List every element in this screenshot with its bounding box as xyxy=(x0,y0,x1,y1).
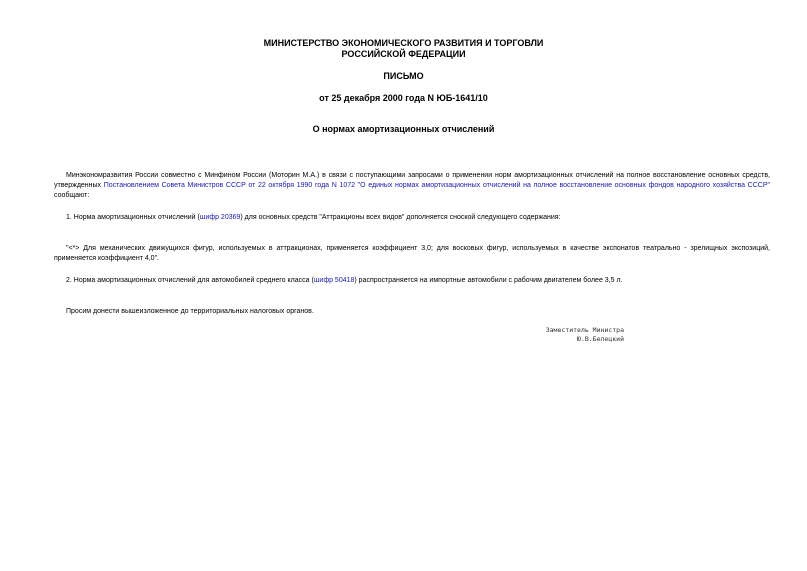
resolution-link[interactable]: Постановлением Совета Министров СССР от 22 октября 1990 года N 1072 "О единых нормах амортизационных отчислений на полное восстановление основных фондов народного хозяйства СССР" xyxy=(103,182,771,189)
paragraph-item-1 xyxy=(54,213,770,223)
signature-name: Ю.В.Белецкий xyxy=(577,335,624,343)
code-50418-link[interactable]: шифр 50418 xyxy=(313,277,355,284)
org-name-line1: МИНИСТЕРСТВО ЭКОНОМИЧЕСКОГО РАЗВИТИЯ И ТОРГОВЛИ xyxy=(263,38,544,48)
paragraph-footnote: "<*> Для механических движущихся фигур, используемых в аттракционах, применяется коэффициент 3,0; для восковых фигур, используемых в качестве экспонатов театрально - зрелищных экспозиций, применяется коэффициент 4,0". xyxy=(54,245,770,262)
code-20369-link[interactable]: шифр 20369 xyxy=(199,214,241,221)
doc-subject: О нормах амортизационных отчислений xyxy=(312,124,495,134)
paragraph-item-1-text-a: 1. Норма амортизационных отчислений ( xyxy=(66,214,200,221)
org-name-line2: РОССИЙСКОЙ ФЕДЕРАЦИИ xyxy=(341,49,466,59)
doc-type: ПИСЬМО xyxy=(383,71,424,81)
paragraph-intro xyxy=(54,171,770,201)
paragraph-item-2-text-b: ) распространяется на импортные автомобили с рабочим двигателем более 3,5 л. xyxy=(354,277,623,284)
paragraph-item-1-text-b: ) для основных средств "Аттракционы всех видов" дополняется сноской следующего содержания: xyxy=(240,214,561,221)
paragraph-request: Просим донести вышеизложенное до территориальных налоговых органов. xyxy=(66,308,314,315)
paragraph-intro-text-a: Минэкономразвития России совместно с Минфином России (Моторин М.А.) в связи с поступающими запросами о применении норм амортизационных отчислений на полное восстановление основных средств, утвержденных xyxy=(54,172,770,189)
doc-date-number: от 25 декабря 2000 года N ЮБ-1641/10 xyxy=(319,93,488,103)
paragraph-item-2 xyxy=(54,276,770,286)
signature-title: Заместитель Министра xyxy=(545,326,624,334)
paragraph-item-2-text-a: 2. Норма амортизационных отчислений для автомобилей среднего класса ( xyxy=(66,277,314,284)
paragraph-intro-text-b: сообщают: xyxy=(54,192,90,199)
